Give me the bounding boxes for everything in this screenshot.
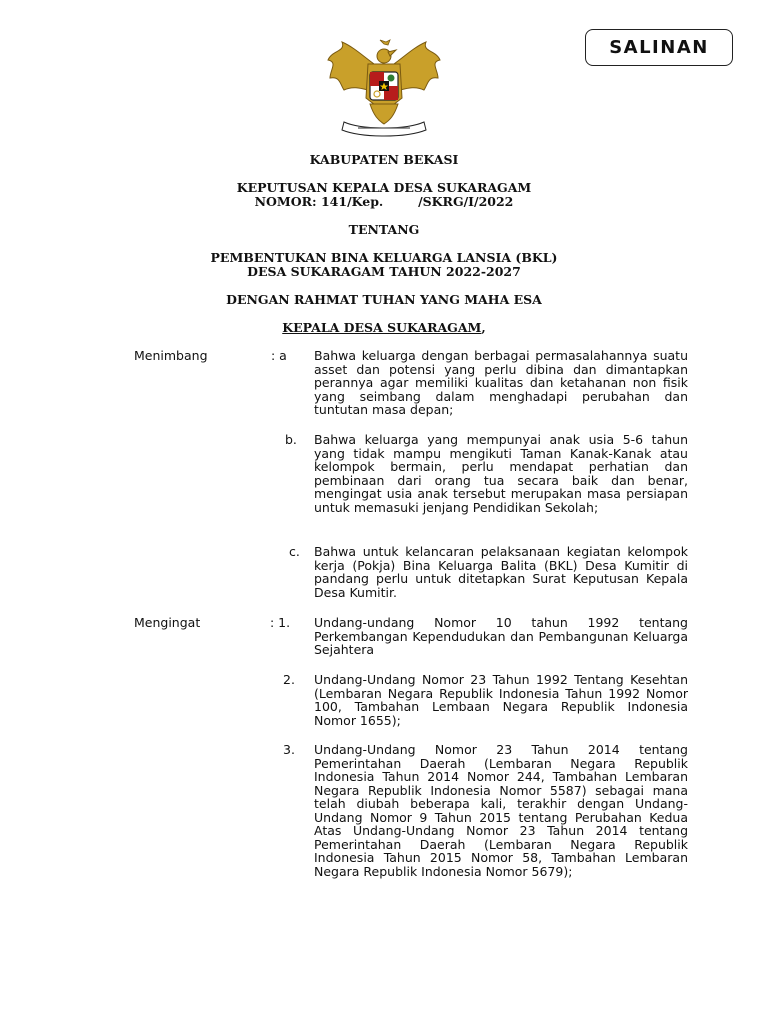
menimbang-mark-a: : a [271, 348, 287, 363]
menimbang-item-b: Bahwa keluarga yang mempunyai anak usia 5-6 tahun yang tidak mampu mengikuti Taman Kanak-Kanak atau kelompok bermain, perlu mendapat perhatian dan pembinaan dari orang tua secara baik dan benar, mengingat usia anak tersebut merupakan masa persiapan untuk memasuki jenjang Pendidikan Sekolah; [314, 432, 688, 515]
menimbang-mark-c: c. [289, 544, 300, 559]
menimbang-item-c: Bahwa untuk kelancaran pelaksanaan kegiatan kelompok kerja (Pokja) Bina Keluarga Balita (BKL) Desa Kumitir di pandang perlu untuk ditetapkan Surat Keputusan Kepala Desa Kumitir. [314, 544, 688, 600]
mengingat-label: Mengingat [134, 615, 201, 630]
mengingat-mark-2: 2. [283, 672, 295, 687]
decree-number: NOMOR: 141/Kep. /SKRG/I/2022 [254, 194, 514, 209]
decree-heading: KEPUTUSAN KEPALA DESA SUKARAGAM [236, 180, 532, 195]
menimbang-item-a: Bahwa keluarga dengan berbagai permasalahannya suatu asset dan potensi yang perlu dibina dan dimantapkan perannya agar memiliki kualitas dan ketahanan non fisik yang seimbang dalam menghadapi perubahan dan tuntutan masa depan; [314, 348, 688, 417]
authority-name: KEPALA DESA SUKARAGAM [282, 320, 482, 335]
subject-line-2: DESA SUKARAGAM TAHUN 2022-2027 [247, 264, 521, 279]
mengingat-mark-1: : 1. [270, 615, 291, 630]
regency-heading: KABUPATEN BEKASI [309, 152, 459, 167]
salinan-stamp: SALINAN [585, 29, 733, 66]
menimbang-label: Menimbang [134, 348, 208, 363]
authority-heading [0, 320, 768, 335]
garuda-emblem-icon [322, 38, 446, 138]
mengingat-mark-3: 3. [283, 742, 295, 757]
subject-line-1: PEMBENTUKAN BINA KELUARGA LANSIA (BKL) [210, 250, 558, 265]
about-heading: TENTANG [348, 222, 420, 237]
mengingat-item-3: Undang-Undang Nomor 23 Tahun 2014 tentang Pemerintahan Daerah (Lembaran Negara Republik Indonesia Tahun 2014 Nomor 244, Tambahan Lembaran Negara Republik Indonesia Nomor 5587) sebagai mana telah diubah beberapa kali, terakhir dengan Undang-Undang Nomor 9 Tahun 2015 tentang Perubahan Kedua Atas Undang-Undang Nomor 23 Tahun 2014 tentang Pemerintahan Daerah (Lembaran Negara Republik Indonesia Tahun 2015 Nomor 58, Tambahan Lembaran Negara Republik Indonesia Nomor 5679); [314, 742, 688, 879]
blessing-heading: DENGAN RAHMAT TUHAN YANG MAHA ESA [226, 292, 542, 307]
authority-suffix: , [481, 320, 486, 335]
mengingat-item-1: Undang-undang Nomor 10 tahun 1992 tentang Perkembangan Kependudukan dan Pembangunan Keluarga Sejahtera [314, 615, 688, 657]
menimbang-mark-b: b. [285, 432, 297, 447]
mengingat-item-2: Undang-Undang Nomor 23 Tahun 1992 Tentang Kesehtan (Lembaran Negara Republik Indonesia Tahun 1992 Nomor 100, Tambahan Lembaan Negara Republik Indonesia Nomor 1655); [314, 672, 688, 728]
